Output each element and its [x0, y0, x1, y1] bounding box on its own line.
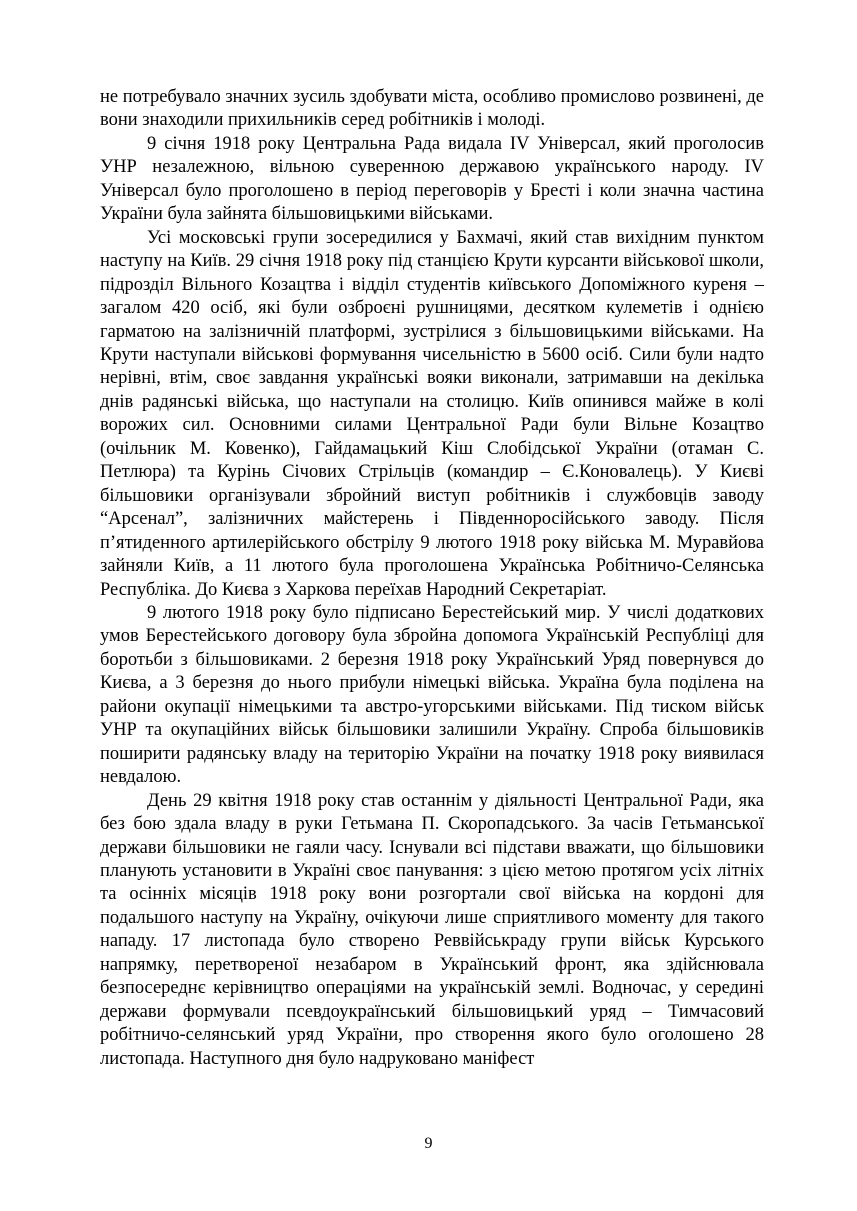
paragraph-kruty-battle: Усі московські групи зосередилися у Бахмачі, який став вихідним пунктом наступу на Київ. 29 січня 1918 року під станцією Крути курсанти військової школи, підрозділ Вільного Козацтва і відділ студентів київського Допоміжного куреня – загалом 420 осіб, які були озброєні рушницями, десятком кулеметів і однією гарматою на залізничній платформі, зустрілися з більшовицькими військами. На Крути наступали військові формування чисельністю в 5600 осіб. Сили були надто нерівні, втім, своє завдання українські вояки виконали, затримавши на декілька днів радянські війська, що наступали на столицю. Київ опинився майже в колі ворожих сил. Основними силами Центральної Ради були Вільне Козацтво (очільник М. Ковенко), Гайдамацький Кіш Слобідської України (отаман С. Петлюра) та Курінь Січових Стрільців (командир – Є.Коновалець). У Києві більшовики організували збройний виступ робітників і службовців заводу “Арсенал”, залізничних майстерень і Південноросійського заводу. Після п’ятиденного артилерійського обстрілу 9 лютого 1918 року війська М. Муравйова зайняли Київ, а 11 лютого була проголошена Українська Робітничо-Селянська Республіка. До Києва з Харкова переїхав Народний Секретаріат.: [100, 227, 764, 600]
page-number: 9: [424, 1135, 433, 1152]
paragraph-brest-peace: 9 лютого 1918 року було підписано Берестейський мир. У числі додаткових умов Берестейського договору була збройна допомога Українській Республіці для боротьби з більшовиками. 2 березня 1918 року Український Уряд повернувся до Києва, а 3 березня до нього прибули німецькі війська. Україна була поділена на райони окупації німецькими та австро-угорськими військами. Під тиском військ УНР та окупаційних військ більшовики залишили Україну. Спроба більшовиків поширити радянську владу на територію України на початку 1918 року виявилася невдалою.: [100, 602, 764, 788]
document-page: [100, 86, 764, 1146]
paragraph-continuation: не потребувало значних зусиль здобувати міста, особливо промислово розвинені, де вони знаходили прихильників серед робітників і молоді.: [100, 87, 764, 131]
paragraph-fourth-universal: 9 січня 1918 року Центральна Рада видала IV Універсал, який проголосив УНР незалежною, вільною суверенною державою українського народу. IV Універсал було проголошено в період переговорів у Бресті і коли значна частина України була зайнята більшовицькими військами.: [100, 133, 764, 225]
paragraph-hetmanate: День 29 квітня 1918 року став останнім у діяльності Центральної Ради, яка без бою здала владу в руки Гетьмана П. Скоропадського. За часів Гетьманської держави більшовики не гаяли часу. Існували всі підстави вважати, що більшовики планують установити в Україні своє панування: з цією метою протягом усіх літніх та осінніх місяців 1918 року вони розгортали свої війська на кордоні для подальшого наступу на Україну, очікуючи лише сприятливого моменту для такого нападу. 17 листопада було створено Реввійськраду групи військ Курського напрямку, перетвореної незабаром в Український фронт, яка здійснювала безпосереднє керівництво операціями на українській землі. Водночас, у середині держави формували псевдоукраїнський більшовицький уряд – Тимчасовий робітничо-селянський уряд України, про створення якого було оголошено 28 листопада. Наступного дня було надруковано маніфест: [100, 790, 764, 1069]
